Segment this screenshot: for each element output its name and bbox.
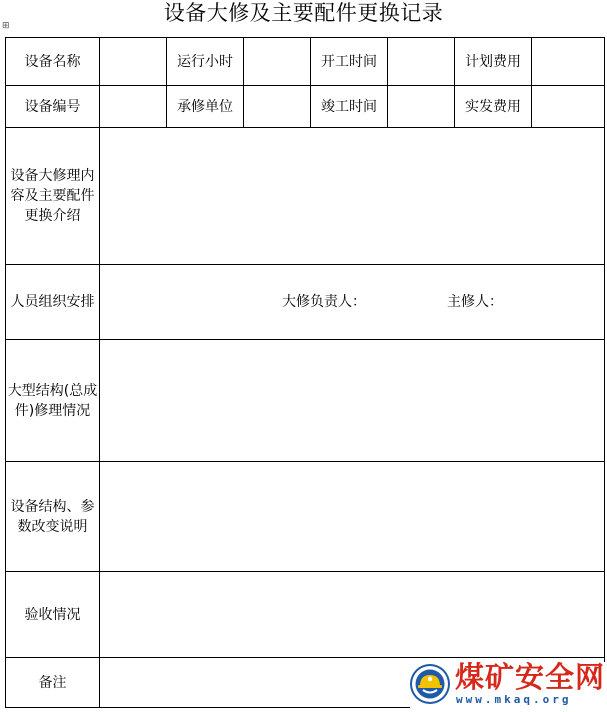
repair-unit-value[interactable]: [244, 86, 311, 128]
watermark-site-url: www.mkaq.org: [456, 693, 572, 706]
table-row: [6, 462, 605, 572]
repair-unit-label: 承修单位: [167, 86, 244, 128]
actual-cost-label: 实发费用: [455, 86, 532, 128]
structure-repair-value[interactable]: [100, 340, 605, 462]
site-watermark-logo: [410, 662, 606, 708]
table-anchor-icon: ⊞: [2, 21, 10, 31]
structure-repair-label: 大型结构(总成件)修理情况: [6, 340, 100, 462]
operating-hours-value[interactable]: [244, 38, 311, 86]
parameter-change-label: 设备结构、参数改变说明: [6, 462, 100, 572]
start-time-label: 开工时间: [311, 38, 388, 86]
staff-arrangement-value[interactable]: [100, 265, 605, 340]
operating-hours-label: 运行小时: [167, 38, 244, 86]
equipment-name-label: 设备名称: [6, 38, 100, 86]
overhaul-content-value[interactable]: [100, 128, 605, 265]
parameter-change-value[interactable]: [100, 462, 605, 572]
document-title: 设备大修及主要配件更换记录: [163, 1, 444, 25]
equipment-name-value[interactable]: [100, 38, 167, 86]
overhaul-content-label: 设备大修理内容及主要配件更换介绍: [6, 128, 100, 265]
table-row: [6, 86, 605, 128]
completion-time-label: 竣工时间: [311, 86, 388, 128]
planned-cost-value[interactable]: [532, 38, 605, 86]
table-row: [6, 265, 605, 340]
planned-cost-label: 计划费用: [455, 38, 532, 86]
miner-helmet-icon: [410, 664, 450, 704]
actual-cost-value[interactable]: [532, 86, 605, 128]
table-row: [6, 340, 605, 462]
main-repairer-label: 主修人：: [447, 294, 503, 310]
overhaul-lead-label: 大修负责人：: [282, 294, 366, 310]
equipment-number-value[interactable]: [100, 86, 167, 128]
table-row: [6, 38, 605, 86]
completion-time-value[interactable]: [388, 86, 455, 128]
acceptance-value[interactable]: [100, 572, 605, 658]
table-row: [6, 128, 605, 265]
repair-record-table: [5, 37, 605, 708]
remarks-label: 备注: [6, 658, 100, 708]
acceptance-label: 验收情况: [6, 572, 100, 658]
equipment-number-label: 设备编号: [6, 86, 100, 128]
watermark-site-name: 煤矿安全网: [455, 660, 606, 694]
start-time-value[interactable]: [388, 38, 455, 86]
staff-arrangement-label: 人员组织安排: [6, 265, 100, 340]
table-row: [6, 572, 605, 658]
